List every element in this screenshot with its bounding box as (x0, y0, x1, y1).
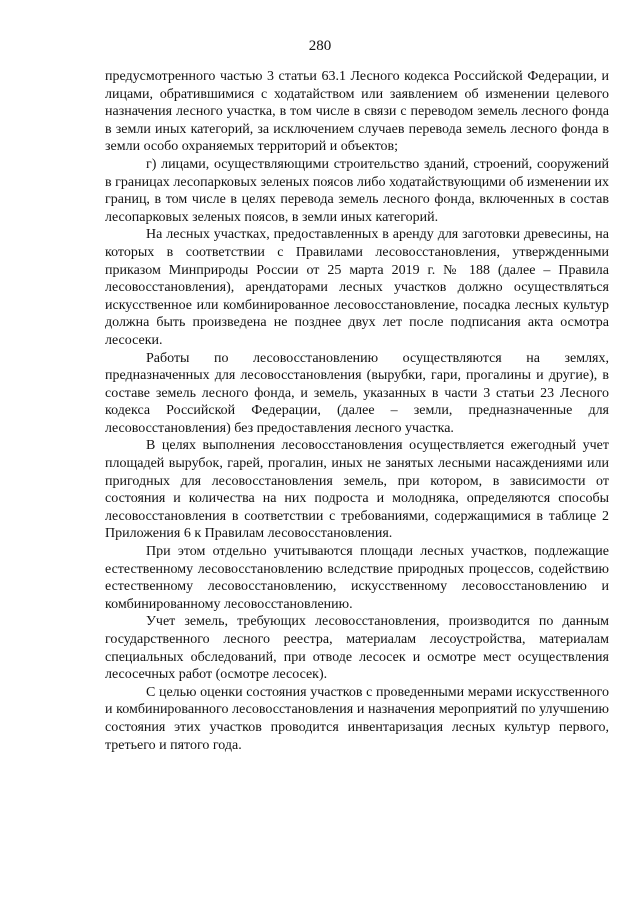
page-number: 280 (308, 38, 332, 54)
paragraph-continuation: предусмотренного частью 3 статьи 63.1 Лесного кодекса Российской Федерации, и лицами, обратившимися с ходатайством или заявлением об изменении целевого назначения лесного участка, в том числе в связи с переводом земель лесного фонда в земли иных категорий, за исключением случаев перевода земель лесного фонда в земли особо охраняемых территорий и объектов; (105, 69, 609, 155)
document-body (105, 68, 609, 754)
paragraph-separate-accounting: При этом отдельно учитываются площади лесных участков, подлежащие естественному лесовосстановлению вследствие природных процессов, содействию естественному лесовосстановлению, искусственному лесовосстановлению и комбинированному лесовосстановлению. (105, 544, 609, 612)
paragraph-inventory: С целью оценки состояния участков с проведенными мерами искусственного и комбинированного лесовосстановления и назначения мероприятий по улучшению состояния этих участков проводится инвентаризация лесных культур первого, третьего и пятого года. (105, 684, 609, 753)
paragraph-land-accounting-sources: Учет земель, требующих лесовосстановления, производится по данным государственного лесного реестра, материалам лесоустройства, материалам специальных обследований, при отводе лесосек и осмотре мест осуществления лесосечных работ (осмотре лесосек). (105, 614, 609, 683)
paragraph-item-g: г) лицами, осуществляющими строительство зданий, строений, сооружений в границах лесопарковых зеленых поясов либо ходатайствующими об изменении их границ, в том числе в целях перевода земель лесного фонда, включенных в состав лесопарковых зеленых поясов, в земли иных категорий. (105, 156, 609, 225)
paragraph-lease-plots: На лесных участках, предоставленных в аренду для заготовки древесины, на которых в соответствии с Правилами лесовосстановления, утвержденными приказом Минприроды России от 25 марта 2019 г. № 188 (далее – Правила лесовосстановления), арендаторами лесных участков должно осуществляться искусственное или комбинированное лесовосстановление, посадка лесных культур должна быть произведена не позднее двух лет после подписания акта осмотра лесосеки. (105, 227, 609, 348)
paragraph-annual-accounting: В целях выполнения лесовосстановления осуществляется ежегодный учет площадей вырубок, гарей, прогалин, иных не занятых лесными насаждениями или пригодных для лесовосстановления земель, при котором, в зависимости от состояния и количества на них подроста и молодняка, определяются способы лесовосстановления в соответствии с требованиями, содержащимися в таблице 2 Приложения 6 к Правилам лесовосстановления. (105, 438, 609, 542)
paragraph-reforestation-works: Работы по лесовосстановлению осуществляются на землях, предназначенных для лесовосстановления (вырубки, гари, прогалины и другие), в составе земель лесного фонда, и земель, указанных в части 3 статьи 23 Лесного кодекса Российской Федерации, (далее – земли, предназначенные для лесовосстановления) без предоставления лесного участка. (105, 350, 609, 436)
